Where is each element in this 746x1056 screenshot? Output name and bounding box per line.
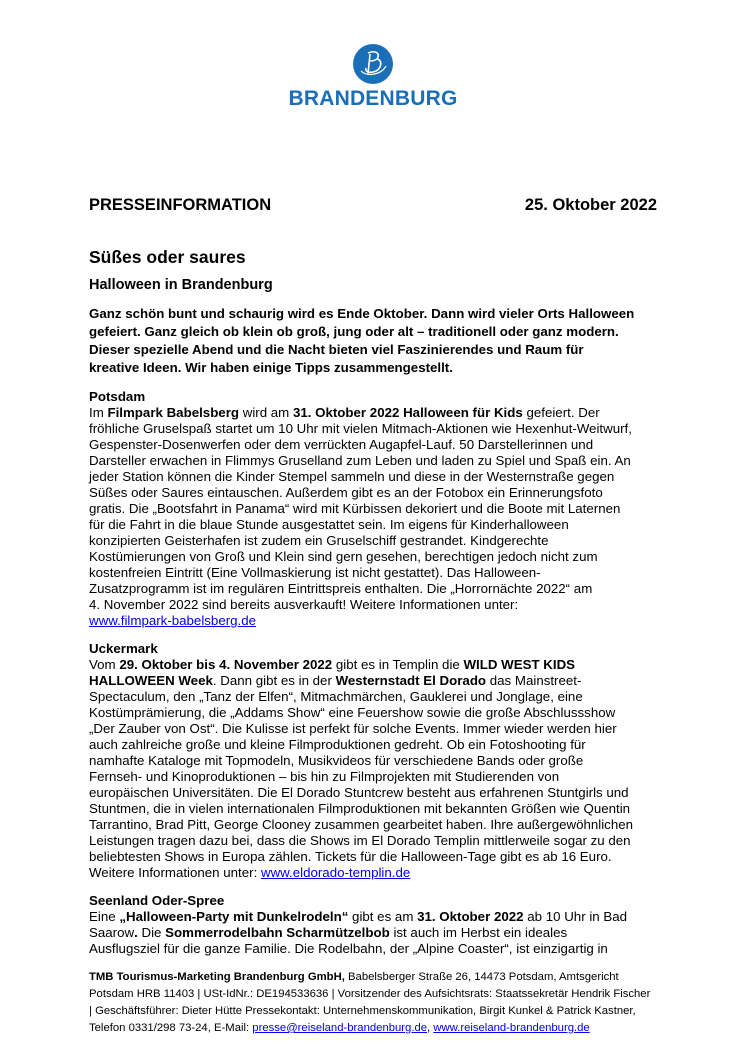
text-line (89, 405, 689, 421)
text-line (89, 549, 689, 565)
text-line (89, 689, 689, 705)
text: namhafte Kataloge mit Topmodeln, Musikvideos für verschiedene Bands oder große (89, 753, 584, 768)
text-line (89, 909, 689, 925)
text-line (89, 341, 689, 359)
section-heading: Uckermark (89, 641, 158, 656)
text: für die Fahrt in die blaue Stunde ausgestattet sein. Im eigens für Kinderhalloween (89, 517, 569, 532)
bold-text: TMB Tourismus-Marketing Brandenburg GmbH, (89, 971, 345, 983)
text: Im (89, 405, 108, 420)
bold-text: WILD WEST KIDS (463, 657, 576, 672)
text: Potsdam HRB 11403 | USt-IdNr.: DE194533636 | Vorsitzender des Aufsichtsrats: Staatssekretär Hendrik Fischer (89, 988, 651, 1000)
text: gratis. Die „Bootsfahrt in Panama“ wird mit Kürbissen dekoriert und die Boote mit Laternen (89, 501, 621, 516)
text: ist auch im Herbst ein ideales (389, 925, 568, 940)
text-line (89, 305, 689, 323)
text: fröhliche Gruselspaß startet um 10 Uhr mit vielen Mitmach-Aktionen wie Hexenhut-Weitwurf, (89, 421, 632, 436)
text: Weitere Informationen unter: (89, 865, 261, 880)
bold-text: Ganz schön bunt und schaurig wird es Ende Oktober. Dann wird vieler Orts Halloween (89, 306, 635, 321)
text-line (89, 801, 689, 817)
bold-text: gefeiert. Ganz gleich ob klein ob groß, jung oder alt – traditionell oder ganz modern. (89, 324, 619, 339)
text-line (89, 657, 689, 673)
text-line (89, 865, 689, 881)
bold-text: „Halloween-Party mit Dunkelrodeln“ (119, 909, 349, 924)
text-line (89, 453, 689, 469)
text: 4. November 2022 sind bereits ausverkauft! Weitere Informationen unter: (89, 597, 519, 612)
link[interactable]: www.filmpark-babelsberg.de (89, 613, 257, 628)
text-line (89, 849, 689, 865)
section-heading: Potsdam (89, 389, 146, 404)
text-line (89, 613, 689, 629)
link[interactable]: www.reiseland-brandenburg.de (433, 1022, 590, 1034)
text-line (89, 323, 689, 341)
intro-paragraph (89, 305, 689, 377)
text: gefeiert. Der (522, 405, 600, 420)
bold-text: . (134, 925, 138, 940)
bold-text: HALLOWEEN Week (89, 673, 213, 688)
link[interactable]: presse@reiseland-brandenburg.de (252, 1022, 428, 1034)
text: gibt es am (348, 909, 418, 924)
text-line (89, 753, 689, 769)
text: . Dann gibt es in der (212, 673, 336, 688)
text-line (89, 986, 689, 1003)
text: Spectaculum, den „Tanz der Elfen“, Mitmachmärchen, Gauklerei und Jonglage, eine (89, 689, 583, 704)
text-line (89, 941, 689, 957)
text: Vom (89, 657, 120, 672)
text-line (89, 597, 689, 613)
text: jeder Station können die Kinder Stempel sammeln und diese in der Westernstraße gegen (89, 469, 615, 484)
text: „Der Zauber von Ost“. Die Kulisse ist perfekt für solche Events. Immer wieder werden hier (89, 721, 617, 736)
text: auch zahlreiche große und kleine Filmproduktionen gedreht. Ob ein Fotoshooting für (89, 737, 586, 752)
text-line (89, 581, 689, 597)
text-line (89, 1003, 689, 1020)
text: europäischen Universitäten. Die El Dorado Stuntcrew besteht aus erfahrenen Stuntgirls und (89, 785, 629, 800)
link[interactable]: www.eldorado-templin.de (260, 865, 411, 880)
article-title: Süßes oder saures (89, 247, 246, 267)
text: Süßes oder Saures eintauschen. Außerdem gibt es an der Fotobox ein Erinnerungsfoto (89, 485, 603, 500)
section-uckermark (89, 641, 689, 881)
text: Stuntmen, die in vielen internationalen Filmproduktionen mit bekannten Größen wie Quentin (89, 801, 631, 816)
text-line (89, 673, 689, 689)
text-line (89, 705, 689, 721)
text: beliebtesten Shows in Europa zählen. Tickets für die Halloween-Tage gibt es ab 16 Euro. (89, 849, 612, 864)
text: Fernseh- und Kinoproduktionen – bis hin zu Filmprojekten mit Studierenden von (89, 769, 560, 784)
section-potsdam (89, 389, 689, 629)
text-line (89, 565, 689, 581)
logo-wordmark: BRANDENBURG (288, 87, 458, 110)
bold-text: Dieser spezielle Abend und die Nacht bieten viel Faszinierendes und Raum für (89, 342, 584, 357)
text: , (427, 1022, 434, 1034)
text-line (89, 769, 689, 785)
bold-text: 29. Oktober bis 4. November 2022 (119, 657, 333, 672)
text-line (89, 925, 689, 941)
text: Tarrantino, Brad Pitt, George Clooney zusammen gearbeitet haben. Ihre außergewöhnlichen (89, 817, 634, 832)
text-line (89, 421, 689, 437)
press-label: PRESSEINFORMATION (89, 196, 272, 214)
text: das Mainstreet- (486, 673, 582, 688)
text: Telefon 0331/298 73-24, E-Mail: (89, 1022, 253, 1034)
brandenburg-emblem-icon (353, 44, 393, 84)
text: Kostümprämierung, die „Addams Show“ eine Feuershow sowie die große Abschlussshow (89, 705, 616, 720)
bold-text: Westernstadt El Dorado (335, 673, 487, 688)
brandenburg-logo (0, 44, 746, 111)
text: Kostümierungen von Groß und Klein sind gern gesehen, berechtigen jedoch nicht zum (89, 549, 598, 564)
text-line (89, 737, 689, 753)
text-line (89, 721, 689, 737)
press-header (89, 196, 657, 215)
article-subtitle: Halloween in Brandenburg (89, 277, 273, 293)
text: | Geschäftsführer: Dieter Hütte Pressekontakt: Unternehmenskommunikation, Birgit Kunkel & Patrick Kastner, (89, 1005, 636, 1017)
text-line (89, 469, 689, 485)
article-body (89, 305, 689, 1037)
bold-text: 31. Oktober 2022 Halloween für Kids (292, 405, 523, 420)
text: ab 10 Uhr in Bad (523, 909, 628, 924)
text: Darsteller erwachen in Flimmys Gruselland zum Leben und laden zu Spiel und Spaß ein. An (89, 453, 631, 468)
text: Babelsberger Straße 26, 14473 Potsdam, Amtsgericht (344, 971, 619, 983)
text-line (89, 1020, 689, 1037)
text-line (89, 437, 689, 453)
text: kostenfreien Eintritt (Eine Vollmaskierung ist nicht gestattet). Das Halloween- (89, 565, 541, 580)
text-line (89, 817, 689, 833)
text-line (89, 833, 689, 849)
text: gibt es in Templin die (332, 657, 464, 672)
text-line (89, 359, 689, 377)
press-date: 25. Oktober 2022 (524, 196, 657, 214)
text: Saarow (89, 925, 135, 940)
text: Gespenster-Dosenwerfen oder dem verrückten Augapfel-Lauf. 50 Darstellerinnen und (89, 437, 594, 452)
text: Eine (89, 909, 120, 924)
footer-imprint (89, 969, 689, 1037)
text: Zusatzprogramm ist im regulären Eintrittspreis enthalten. Die „Horrornächte 2022“ am (89, 581, 593, 596)
section-seenland-oder-spree (89, 893, 689, 957)
text: konzipierten Geisterhafen ist zudem ein Gruselschiff gestrandet. Kindgerechte (89, 533, 549, 548)
text: Ausflugsziel für die ganze Familie. Die Rodelbahn, der „Alpine Coaster“, ist einzigartig in (89, 941, 608, 956)
text-line (89, 517, 689, 533)
bold-text: kreative Ideen. Wir haben einige Tipps zusammengestellt. (89, 360, 453, 375)
text-line (89, 969, 689, 986)
bold-text: Filmpark Babelsberg (107, 405, 240, 420)
bold-text: Sommerrodelbahn Scharmützelbob (165, 925, 390, 940)
text: wird am (239, 405, 293, 420)
text-line (89, 501, 689, 517)
text: Die (137, 925, 166, 940)
text: Leistungen tragen dazu bei, dass die Shows im El Dorado Templin mittlerweile sogar zu den (89, 833, 631, 848)
text-line (89, 485, 689, 501)
bold-text: 31. Oktober 2022 (417, 909, 524, 924)
text-line (89, 785, 689, 801)
section-heading: Seenland Oder-Spree (89, 893, 225, 908)
text-line (89, 533, 689, 549)
